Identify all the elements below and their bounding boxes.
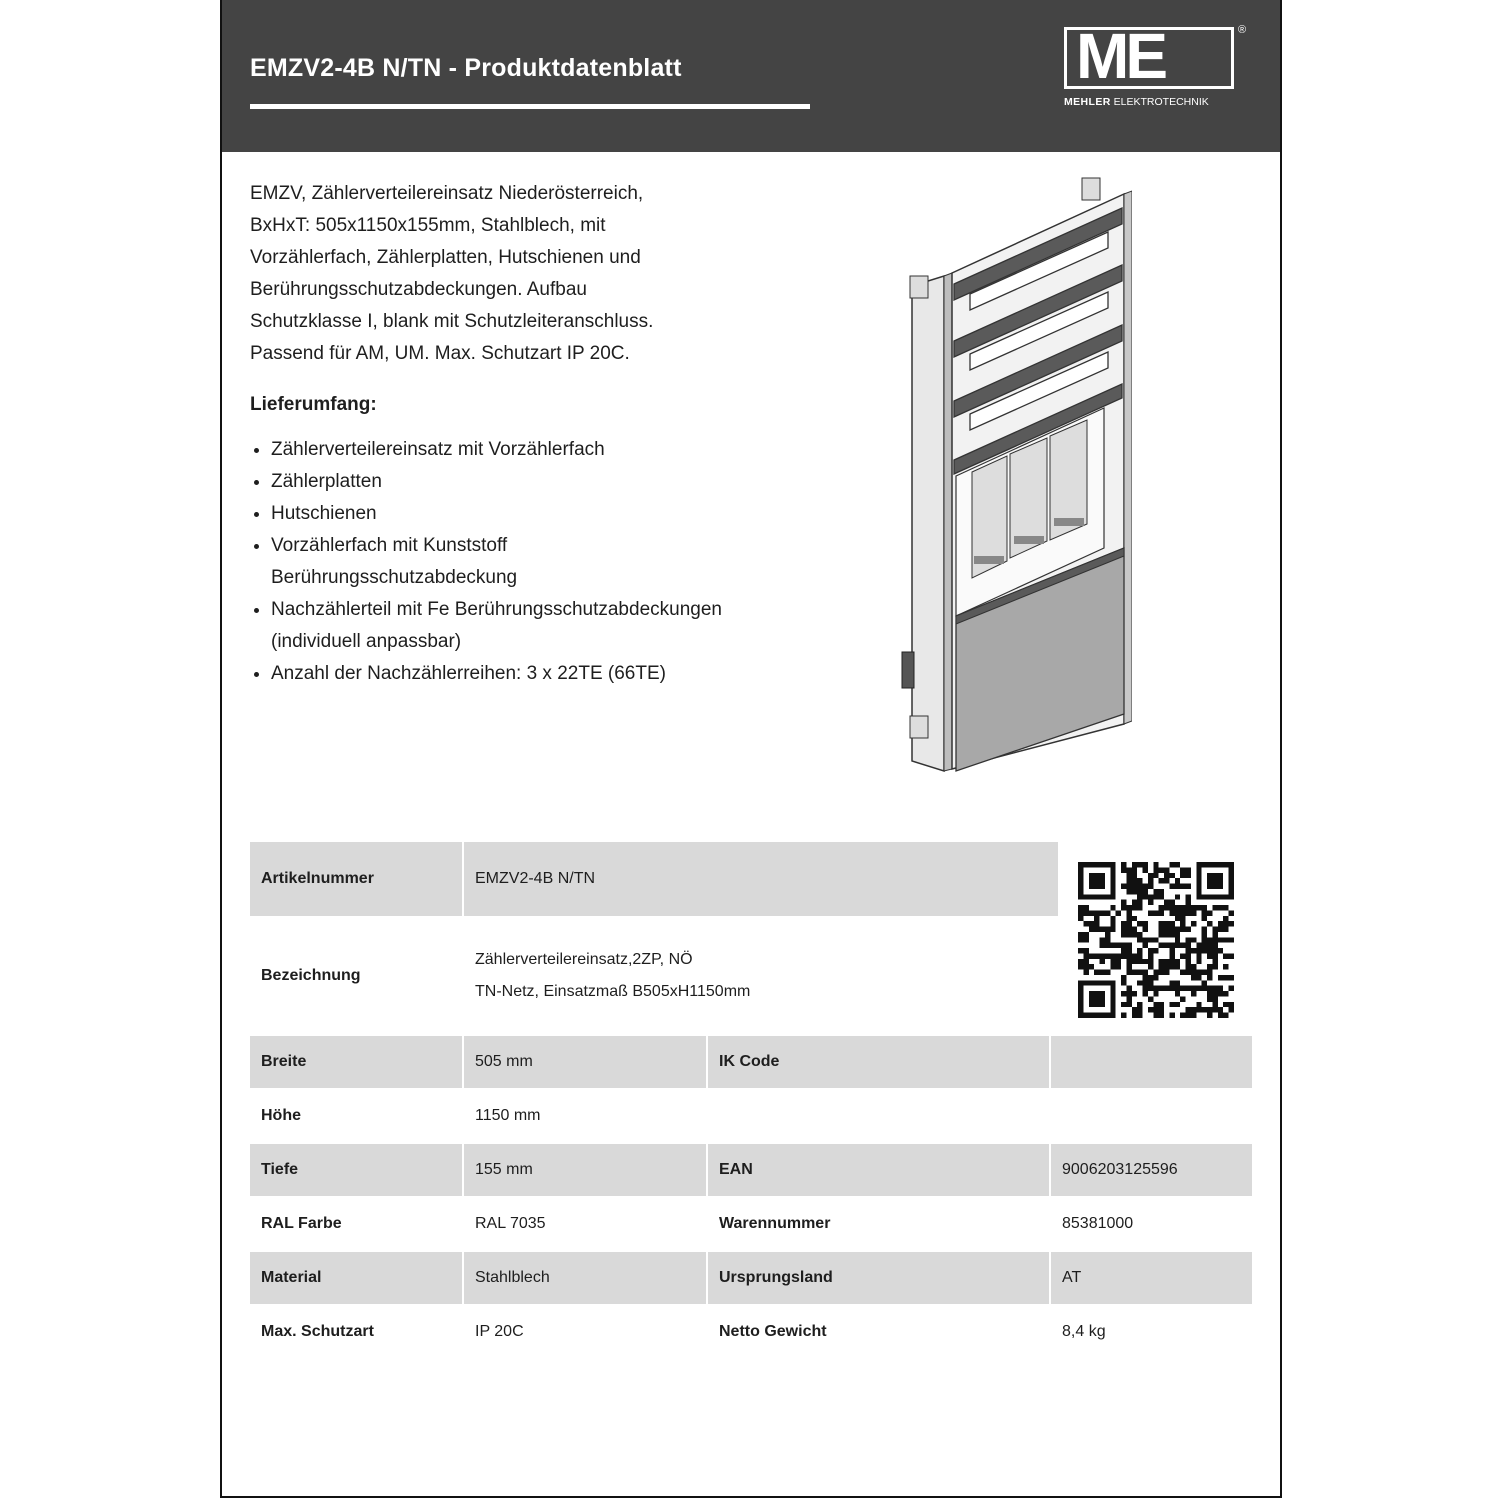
description-line: Schutzklasse I, blank mit Schutzleiteranschluss. [250, 311, 654, 332]
spec-value [464, 926, 1058, 1026]
description-line: Passend für AM, UM. Max. Schutzart IP 20C. [250, 343, 630, 364]
spec-label: RAL Farbe [261, 1215, 342, 1232]
description-line: BxHxT: 505x1150x155mm, Stahlblech, mit [250, 215, 606, 236]
scope-item: • Hutschienen [271, 498, 751, 530]
scope-item: • Zählerplatten [271, 466, 751, 498]
scope-item: • Anzahl der Nachzählerreihen: 3 x 22TE (66TE) [271, 658, 751, 690]
spec-value: EMZV2-4B N/TN [464, 842, 1058, 916]
bezeichnung-line-1: Zählerverteilereinsatz,2ZP, NÖ [475, 951, 693, 968]
qr-code [1078, 862, 1234, 1018]
spec-row [250, 1306, 1252, 1358]
spec-value: IP 20C [475, 1323, 524, 1340]
spec-label: Material [250, 1252, 462, 1304]
spec-row [250, 1198, 1252, 1250]
spec-value: AT [1051, 1252, 1252, 1304]
logo-registered-mark: ® [1238, 24, 1247, 36]
spec-value: 9006203125596 [1051, 1144, 1252, 1196]
spec-label: Breite [250, 1036, 462, 1088]
header-bar [222, 0, 1280, 152]
logo-subtitle [1064, 96, 1209, 108]
scope-item: • Vorzählerfach mit Kunststoff Berührungsschutzabdeckung [271, 530, 751, 594]
logo-brand: MEHLER [1064, 96, 1111, 108]
scope-title: Lieferumfang: [250, 394, 377, 415]
spec-row [250, 1036, 1252, 1088]
spec-label: Bezeichnung [261, 967, 361, 984]
description-line: Berührungsschutzabdeckungen. Aufbau [250, 279, 587, 300]
description-line: Vorzählerfach, Zählerplatten, Hutschienen und [250, 247, 641, 268]
spec-value: 85381000 [1062, 1215, 1134, 1232]
description-line: EMZV, Zählerverteilereinsatz Niederösterreich, [250, 183, 644, 204]
page-title: EMZV2-4B N/TN - Produktdatenblatt [250, 54, 682, 82]
spec-row [250, 1144, 1252, 1196]
spec-value [1051, 1090, 1252, 1142]
spec-label: Ursprungsland [708, 1252, 1049, 1304]
spec-label [708, 1090, 1049, 1142]
spec-value: 505 mm [464, 1036, 706, 1088]
scope-item: • Nachzählerteil mit Fe Berührungsschutzabdeckungen (individuell anpassbar) [271, 594, 751, 658]
spec-label: Tiefe [250, 1144, 462, 1196]
spec-label: Netto Gewicht [719, 1323, 827, 1340]
title-underline [250, 104, 810, 109]
spec-label: EAN [708, 1144, 1049, 1196]
datasheet-page [220, 0, 1282, 1498]
spec-value: 1150 mm [475, 1107, 541, 1124]
spec-value: 155 mm [464, 1144, 706, 1196]
spec-label: Artikelnummer [250, 842, 462, 916]
spec-label: Max. Schutzart [261, 1323, 374, 1340]
spec-label: Höhe [261, 1107, 301, 1124]
spec-row [250, 1252, 1252, 1304]
scope-item: • Zählerverteilereinsatz mit Vorzählerfach [271, 434, 751, 466]
spec-value [1051, 1036, 1252, 1088]
logo-letters: ME [1076, 20, 1164, 92]
spec-value: RAL 7035 [475, 1215, 546, 1232]
spec-label: IK Code [708, 1036, 1049, 1088]
scope-list [250, 434, 751, 690]
bezeichnung-line-2: TN-Netz, Einsatzmaß B505xH1150mm [475, 983, 751, 1000]
spec-label: Warennummer [719, 1215, 831, 1232]
product-image [892, 176, 1132, 776]
spec-value: Stahlblech [464, 1252, 706, 1304]
spec-row [250, 1090, 1252, 1142]
mehler-logo [1064, 20, 1254, 114]
logo-sub: ELEKTROTECHNIK [1113, 96, 1209, 108]
spec-value: 8,4 kg [1062, 1323, 1106, 1340]
product-description [250, 178, 730, 370]
